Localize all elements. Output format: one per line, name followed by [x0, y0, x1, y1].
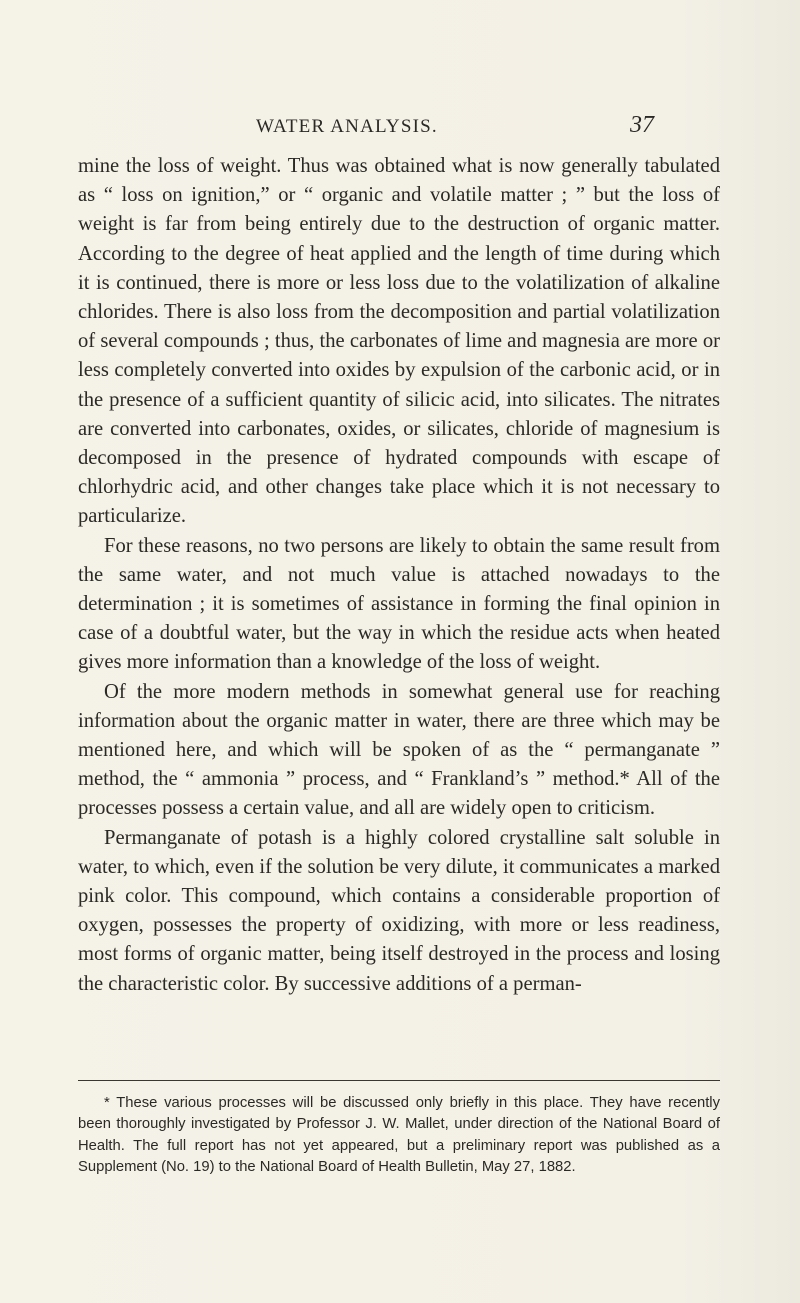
page-header	[0, 112, 800, 142]
body-text	[78, 152, 720, 999]
footnote	[78, 1093, 720, 1179]
running-title: WATER ANALYSIS.	[256, 116, 438, 137]
paragraph-1: mine the loss of weight. Thus was obtained what is now generally tabulated as “ loss on ignition,” or “ organic and volatile matter ; ” but the loss of weight is far from being entirely due to the destruction of organic matter. According to the degree of heat applied and the length of time during which it is continued, there is more or less loss due to the volatilization of alkaline chlorides. There is also loss from the decomposition and partial volatilization of several compounds ; thus, the carbonates of lime and magnesia are more or less completely converted into oxides by expulsion of the carbonic acid, or in the presence of a sufficient quantity of silicic acid, into silicates. The nitrates are converted into carbonates, oxides, or silicates, chloride of magnesium is decomposed in the presence of hydrated compounds with escape of chlorhydric acid, and other changes take place which it is not necessary to particularize.	[78, 155, 720, 528]
footnote-text: * These various processes will be discussed only briefly in this place. They have recently been thoroughly investigated by Professor J. W. Mallet, under direction of the National Board of Health. The full report has not yet appeared, but a preliminary report was published as a Supplement (No. 19) to the National Board of Health Bulletin, May 27, 1882.	[78, 1095, 720, 1176]
footnote-divider	[78, 1080, 720, 1081]
paragraph-4: Permanganate of potash is a highly colored crystalline salt soluble in water, to which, even if the solution be very dilute, it communicates a marked pink color. This compound, which contains a considerable proportion of oxygen, possesses the property of oxidizing, with more or less readiness, most forms of organic matter, being itself destroyed in the process and losing the characteristic color. By successive additions of a perman-	[78, 826, 720, 995]
paragraph-3: Of the more modern methods in somewhat general use for reaching information about the organic matter in water, there are three which may be mentioned here, and which will be spoken of as the “ permanganate ” method, the “ ammonia ” process, and “ Frankland’s ” method.* All of the processes possess a certain value, and all are widely open to criticism.	[78, 680, 720, 820]
page-number: 37	[630, 112, 654, 138]
paragraph-2: For these reasons, no two persons are likely to obtain the same result from the same water, and not much value is attached nowadays to the determination ; it is sometimes of assistance in forming the final opinion in case of a doubtful water, but the way in which the residue acts when heated gives more information than a knowledge of the loss of weight.	[78, 534, 720, 674]
